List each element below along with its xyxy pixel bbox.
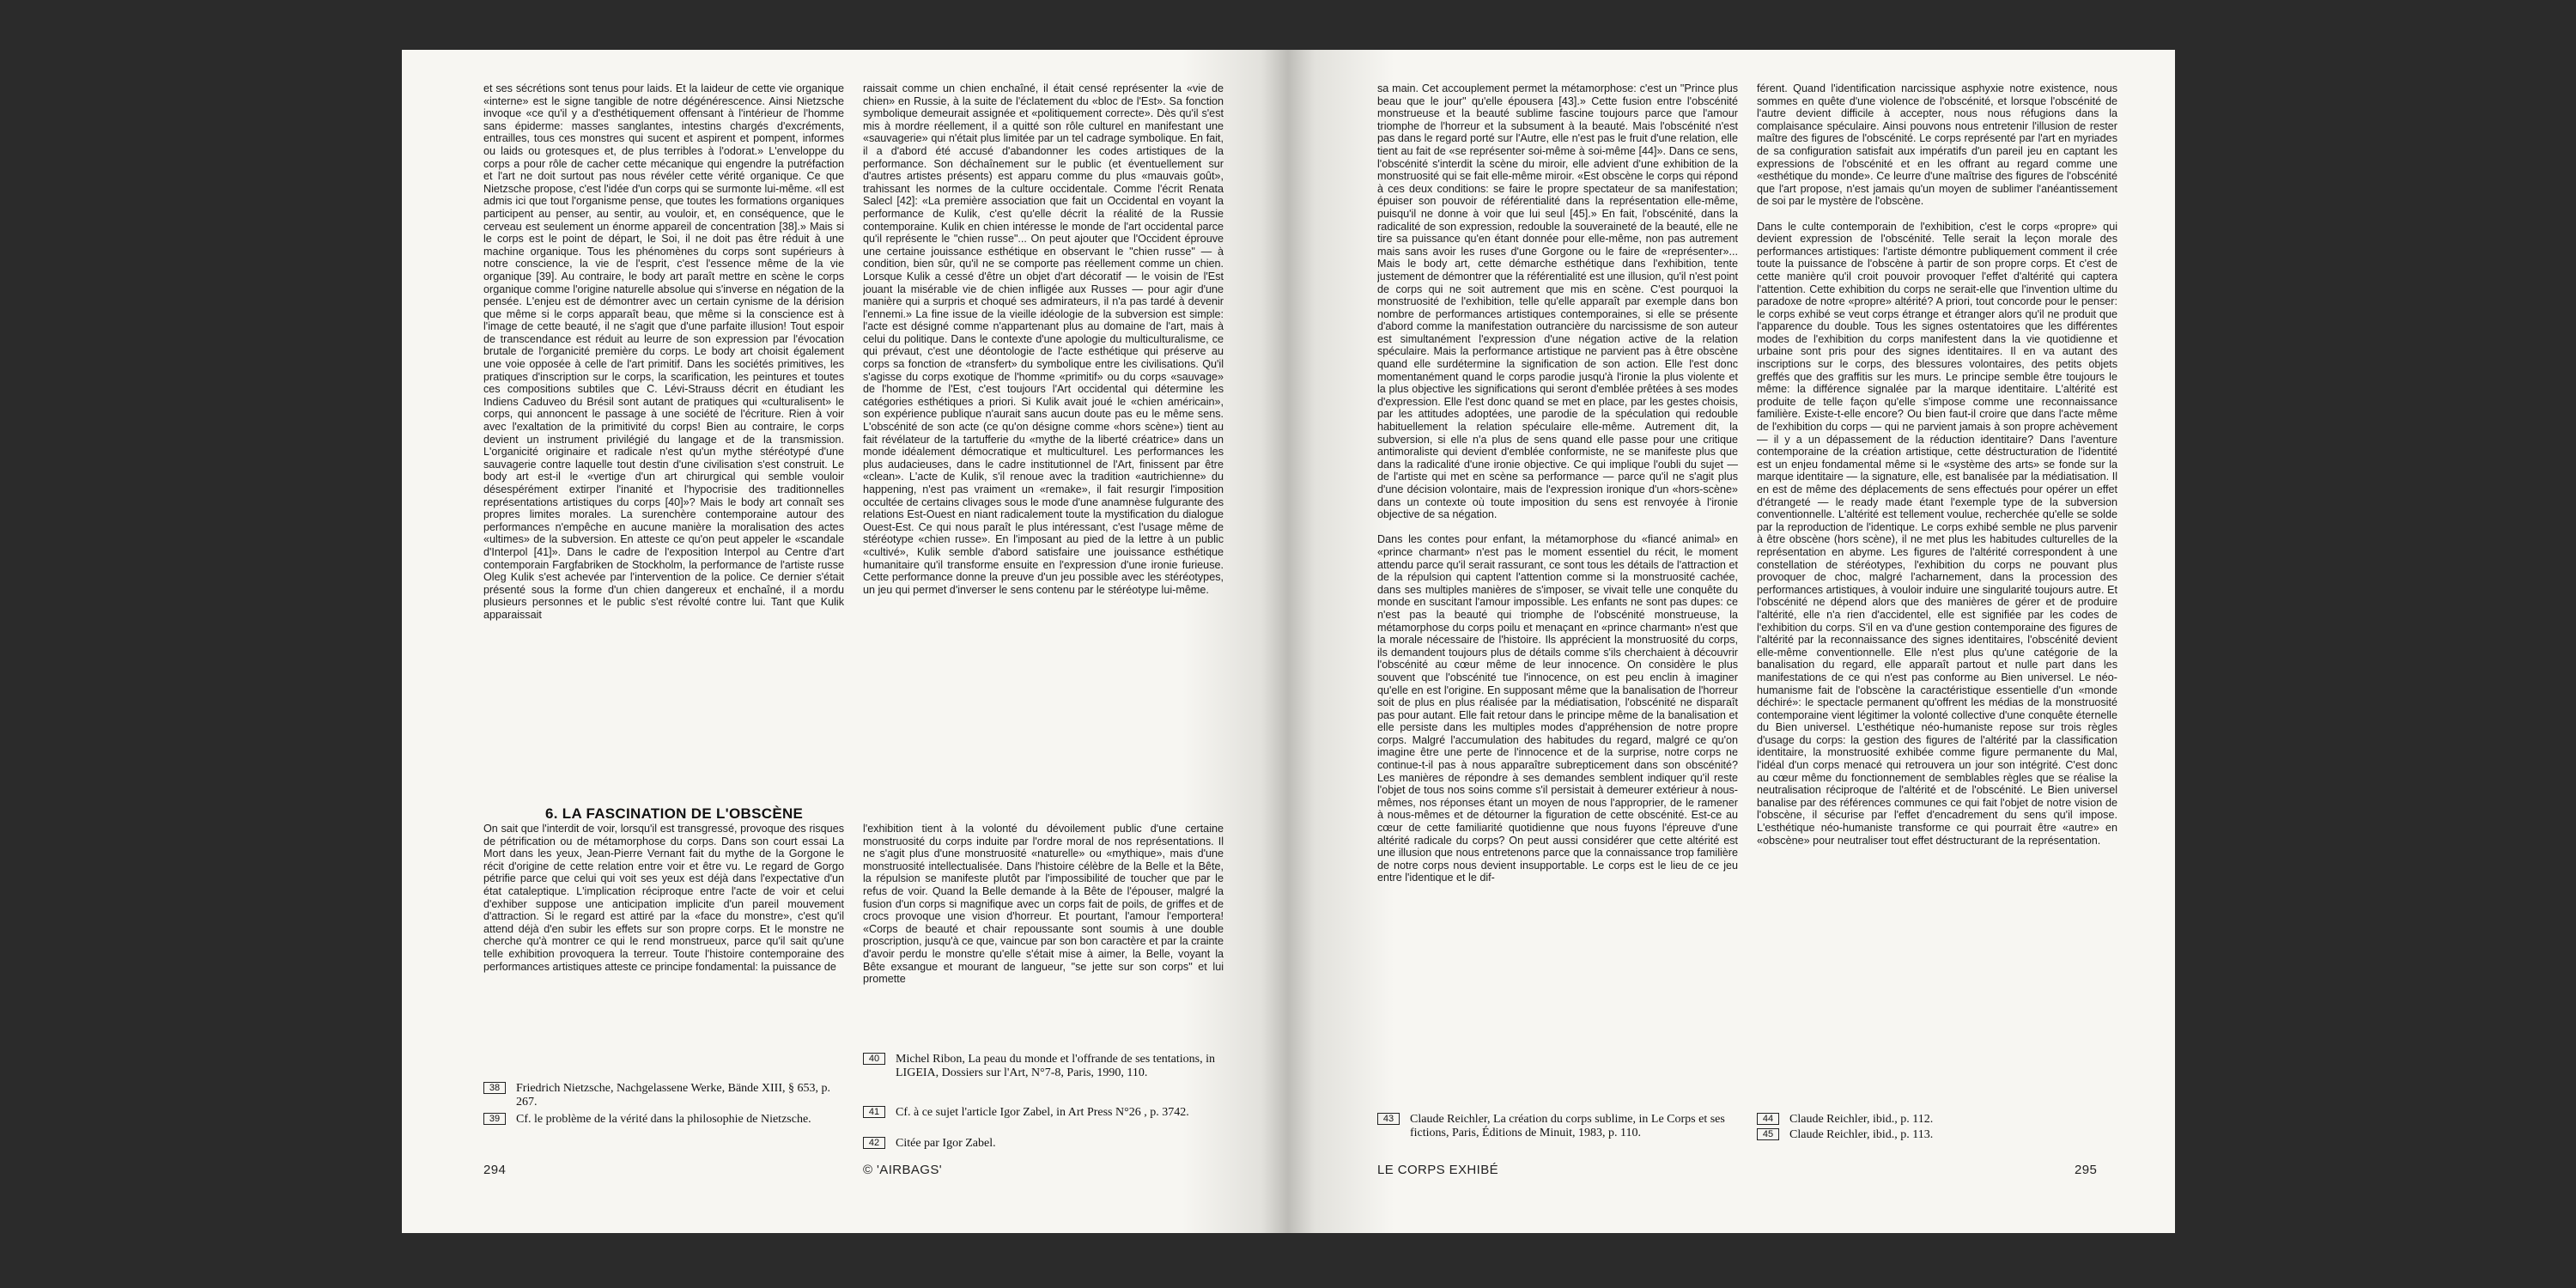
footnote-38 <box>483 1082 851 1109</box>
right-page-column-1: sa main. Cet accouplement permet la métamorphose: c'est un "Prince plus beau que le jour" qu'elle épousera [43].» Cette fusion entre l'obscénité monstrueuse et la beauté sublime fascine toujours parce que l'amour triomphe de l'horreur et la subsument à la beauté. Mais l'obscénité n'est pas dans le regard porté sur l'Autre, elle n'est pas le fruit d'une relation, elle tient au fait de «se représenter soi-même à soi-même [44]». Dans ce sens, l'obscénité s'interdit la scène du miroir, elle advient d'une exhibition de la monstruosité qui se fait elle-même miroir. «Est obscène le corps qui répond à ces deux conditions: se faire le propre spectateur de sa manifestation; épuiser son pouvoir de référentialité dans la représentation elle-même, puisqu'il ne donne à voir que lui seul [45].» En fait, l'obscénité, dans la radicalité de son expression, redouble la souveraineté de la beauté, elle ne tire sa puissance qu'en étant donnée pour elle-même, non pas autrement mais sans avoir les ruses d'une Gorgone ou le faire de «représenter»... Mais le body art, cette démarche esthétique dans l'exhibition, tente justement de démontrer que la référentialité est une illusion, qu'il n'est point de corps qui ne soit autrement que mis en scène. C'est pourquoi la monstruosité de l'exhibition, telle qu'elle apparaît par exemple dans bon nombre de performances artistiques contemporaines, si elle se présente d'abord comme la manifestation outrancière du narcissisme de son auteur est simultanément l'expression d'une négation active de la relation spéculaire. Mais la performance artistique ne parvient pas à être obscène quand elle surdétermine la signification de son action. Elle l'est donc momentanément quand le corps parodie jusqu'à l'ironie la plus violente et la plus objective les significations qui seront d'emblée prêtées à ses modes d'expression. Elle l'est donc quand se met en place, par les gestes choisis, par les attitudes adoptées, une parodie de la spéculation qui redouble habituellement la relation spéculaire elle-même. Autrement dit, la subversion, si elle n'a plus de sens quand elle passe pour une critique antimoraliste qui devient d'emblée conformiste, ne se manifeste plus que dans la radicalité d'une ironie objective. Ce qui implique l'oubli du sujet — de l'artiste qui met en scène sa performance — parce qu'il ne s'agit plus d'une décision volontaire, mais de l'expression ironique d'un «hors-scène» dans un contexte où toute imposition du sens est renvoyée à l'ironie objective de sa négation. Dans les contes pour enfant, la métamorphose du «fiancé animal» en «prince charmant» n'est pas le moment essentiel du récit, le moment attendu parce qu'il serait rassurant, ce sont tous les détails de l'attraction et de la répulsion qui captent l'attention comme si la monstruosité cachée, dans ses multiples manières de s'imposer, se vivait telle une conquête du monde en suscitant l'amour impossible. Les enfants ne sont pas dupes: ce n'est pas la beauté qui triomphe de l'obscénité monstrueuse, la métamorphose du corps poilu et menaçant en «prince charmant» n'est que la morale nécessaire de l'histoire. Ils apprécient la monstruosité du corps, ils demandent toujours plus de détails comme s'ils cherchaient à découvrir l'obscénité au cœur même de leur innocence. On considère le plus souvent que l'obscénité tue l'innocence, on est peu enclin à imaginer qu'elle en est l'origine. En supposant même que la banalisation de l'horreur soit de plus en plus réalisée par la médiatisation, l'obscénité ne disparaît pas pour autant. Elle fait retour dans le principe même de la banalisation et elle persiste dans les multiples modes d'appréhension de notre propre corps. Malgré l'accumulation des habitudes du regard, malgré ce qu'on imagine être une perte de l'innocence et de la surprise, notre corps ne continue-t-il pas à nous apparaître subrepticement dans son obscénité? Les manières de répondre à ses demandes semblent indiquer qu'il reste l'objet de tous nos soins comme s'il persistait à demeurer extérieur à nous-mêmes, nos réponses étant un moyen de nous l'approprier, de le ramener à nous-mêmes et de détourner la figuration de cette obscénité. Est-ce au cœur de cette familiarité quotidienne que nous fuyons l'épreuve d'une altérité radicale du corps? On peut aussi considérer que cette altérité est une illusion que nous entretenons parce que la connaissance trop familière de notre corps nous devient insupportable. Le corps est le lieu de ce jeu entre l'identique et le dif- <box>1377 82 1738 884</box>
running-footer-left: © 'AIRBAGS' <box>863 1163 943 1177</box>
footnote-40 <box>863 1053 1226 1080</box>
footnote-text: Claude Reichler, ibid., p. 112. <box>1789 1113 1934 1126</box>
footnote-text: Citée par Igor Zabel. <box>896 1137 996 1150</box>
footnote-41 <box>863 1106 1226 1120</box>
footnote-number: 40 <box>863 1053 885 1065</box>
footnote-text: Cf. à ce sujet l'article Igor Zabel, in Art Press N°26 , p. 3742. <box>896 1106 1189 1119</box>
page-number-right: 295 <box>2075 1163 2098 1177</box>
footnote-text: Michel Ribon, La peau du monde et l'offrande de ses tentations, in LIGEIA, Dossiers sur l'Art, N°7-8, Paris, 1990, 110. <box>896 1053 1216 1079</box>
left-page-column-1-bottom: On sait que l'interdit de voir, lorsqu'il est transgressé, provoque des risques de pétrification ou de métamorphose du corps. Dans son court essai La Mort dans les yeux, Jean-Pierre Vernant fait du mythe de la Gorgone le récit d'origine de cette relation entre voir et être vu. Le regard de Gorgo pétrifie parce que celui qui voit ses yeux est déjà dans l'expectative d'un état cataleptique. L'implication réciproque entre l'acte de voir et celui d'exhiber suppose une anticipation implicite d'un pareil mouvement d'attraction. Si le regard est attiré par la «face du monstre», c'est qu'il attend déjà d'en subir les effets sur son propre corps. Et le monstre ne cherche qu'à montrer ce qui le rend monstrueux, parce qu'il sait qu'une telle exhibition provoquera la terreur. Toute l'histoire contemporaine des performances artistiques atteste ce principe fondamental: la puissance de <box>483 823 844 973</box>
page-number-left: 294 <box>483 1163 507 1177</box>
footnote-number: 38 <box>483 1082 506 1094</box>
footnote-number: 44 <box>1757 1113 1779 1125</box>
footnote-44 <box>1757 1113 2116 1127</box>
footnote-text: Claude Reichler, La création du corps sublime, in Le Corps et ses fictions, Paris, Éditions de Minuit, 1983, p. 110. <box>1410 1113 1725 1139</box>
footnote-45 <box>1757 1128 2116 1142</box>
running-footer-right: LE CORPS EXHIBÉ <box>1377 1163 1499 1177</box>
left-page <box>402 50 1288 1233</box>
footnote-text: Friedrich Nietzsche, Nachgelassene Werke, Bände XIII, § 653, p. 267. <box>516 1082 830 1109</box>
footnote-number: 42 <box>863 1137 885 1149</box>
footnote-number: 45 <box>1757 1128 1779 1140</box>
footnote-39 <box>483 1113 851 1127</box>
right-page <box>1288 50 2175 1233</box>
footnote-43 <box>1377 1113 1736 1140</box>
footnote-text: Cf. le problème de la vérité dans la philosophie de Nietzsche. <box>516 1113 811 1126</box>
left-page-column-2-top: raissait comme un chien enchaîné, il était censé représenter la «vie de chien» en Russie, à la suite de l'éclatement du «bloc de l'Est». Sa fonction symbolique demeurait assignée et «politiquement correcte». Dès qu'il s'est mis à mordre réellement, il a quitté son rôle culturel en manifestant une «sauvagerie» qui n'était plus limitée par un tel cadrage symbolique. En fait, il a d'abord été accusé d'abandonner les codes artistiques de la performance. Son déchaînement sur le public (et éventuellement sur d'autres artistes présents) est apparu comme du plus «mauvais goût», trahissant les normes de la culture occidentale. Comme l'écrit Renata Salecl [42]: «La première association que fait un Occidental en voyant la performance de Kulik, c'est qu'elle décrit la réalité de la Russie contemporaine. Kulik en chien intéresse le monde de l'art occidental parce qu'il représente le "chien russe"... On peut ajouter que l'Occident éprouve une certaine jouissance esthétique en observant le "chien russe" — à condition, bien sûr, qu'il ne se comporte pas réellement comme un chien. Lorsque Kulik a cessé d'être un objet d'art décoratif — le voisin de l'Est jouant la misérable vie de chien infligée aux Russes — pour agir d'une manière qui a surpris et choqué ses admirateurs, il n'a pas tardé à devenir l'ennemi.» La fine issue de la vieille idéologie de la subversion est simple: l'acte est désigné comme n'appartenant plus au domaine de l'art, mais à celui du politique. Dans le contexte d'une apologie du multiculturalisme, ce qui prévaut, c'est une déontologie de l'acte esthétique qui préserve au corps sa fonction de «transfert» du symbolique entre les civilisations. Qu'il s'agisse du corps exotique de l'homme «primitif» ou du corps «sauvage» de l'homme de l'Est, c'est toujours l'Art occidental qui détermine les catégories esthétiques a priori. Si Kulik avait joué le «chien américain», son expérience publique n'aurait sans aucun doute pas eu le même sens. L'obscénité de son acte (ce qu'on désigne comme «hors scène») tient au fait révélateur de la tartufferie du «mythe de la liberté créatrice» dans un monde idéalement démocratique et multiculturel. Les performances les plus audacieuses, dans le cadre institutionnel de l'Art, finissent par être «clean». L'acte de Kulik, s'il renoue avec la tradition «autrichienne» du happening, n'est pas vraiment un «remake», il fait resurgir l'imposition occultée de certains clivages sous le mode d'une anamnèse fulgurante des relations Est-Ouest en niant radicalement toute la mystification du dialogue Ouest-Est. Ce qui nous paraît le plus intéressant, c'est l'usage même de stéréotype «chien russe». En l'imposant au pied de la lettre à un public «cultivé», Kulik semble d'abord satisfaire une jouissance esthétique humanitaire qu'il transforme ensuite en l'expression d'une ironie furieuse. Cette performance donne la preuve d'un jeu possible avec les stéréotypes, un jeu qui permet d'inverser le sens contenu par le stéréotype lui-même. <box>863 82 1224 596</box>
left-page-column-1-top: et ses sécrétions sont tenus pour laids. Et la laideur de cette vie organique «interne» est le signe tangible de notre dégénérescence. Ainsi Nietzsche invoque «ce qu'il y a d'esthétiquement offensant à l'intérieur de l'homme sans épiderme: masses sanglantes, intestins chargés d'excréments, entrailles, tous ces monstres qui sucent et aspirent et pompent, informes ou laids ou grotesques et, de plus terribles à l'odorat.» L'enveloppe du corps a pour rôle de cacher cette mécanique qui engendre la putréfaction et l'art ne doit surtout pas nous révéler cette vérité organique. Ce que Nietzsche propose, c'est l'idée d'un corps qui se surmonte lui-même. «Il est admis ici que tout l'organisme pense, que toutes les formations organiques participent au penser, au sentir, au vouloir, et, en conséquence, que le cerveau est seulement un énorme appareil de concentration [38].» Mais si le corps est le point de départ, le Soi, il ne doit pas être réduit à une machine organique. Tous les phénomènes du corps sont supérieurs à notre conscience, la vie de l'esprit, c'est l'essence même de la vie organique [39]. Au contraire, le body art paraît mettre en scène le corps organique comme l'origine naturelle absolue qui s'inverse en négation de la pensée. L'enjeu est de démontrer avec un certain cynisme de la dérision que même si le corps apparaît beau, que même si la conscience est à l'image de cette beauté, il ne s'agit que d'une parfaite illusion! Tout espoir de transcendance est réduit au leurre de son expression par l'évocation brutale de l'organicité première du corps. Le body art choisit également une voie opposée à celle de l'art primitif. Dans les sociétés primitives, les pratiques d'inscription sur le corps, la scarification, les peintures et toutes ces compositions subtiles que C. Lévi-Strauss décrit en étudiant les Indiens Caduveo du Brésil sont autant de pratiques qui «culturalisent» le corps, qui annoncent le passage à une société de l'écriture. Rien à voir avec l'exaltation de la primitivité du corps! Bien au contraire, le corps devient un instrument privilégié du langage et de la transmission. L'organicité originaire et radicale n'est qu'un mythe stéréotypé d'une sauvagerie contre laquelle tout destin d'une civilisation s'est construit. Le body art est-il le «vertige d'un art chirurgical qui semble vouloir désespérément extirper l'inanité et l'hypocrisie des traditionnelles représentations artistiques du corps [40]»? Mais le body art connaît ses propres limites morales. La surenchère contemporaine autour des performances n'empêche en aucune manière la moralisation des actes «ultimes» de la subversion. En atteste ce qu'on peut appeler le «scandale d'Interpol [41]». Dans le cadre de l'exposition Interpol au Centre d'art contemporain Fargfabriken de Stockholm, la performance de l'artiste russe Oleg Kulik s'est achevée par l'intervention de la police. Ce dernier s'était présenté sous la forme d'un chien dangereux et enchaîné, il a mordu plusieurs personnes et le public s'est révolté contre lui. Tant que Kulik apparaissait <box>483 82 844 621</box>
footnote-42 <box>863 1137 1226 1151</box>
section-heading: 6. LA FASCINATION DE L'OBSCÈNE <box>545 805 804 822</box>
footnote-number: 41 <box>863 1106 885 1118</box>
book-spread <box>402 50 2175 1233</box>
right-page-column-2: férent. Quand l'identification narcissique asphyxie notre existence, nous sommes en quête d'une violence de l'obscénité, et lorsque l'obscénité de l'autre devient difficile à accepter, nous nous réfugions dans la complaisance spéculaire. Ainsi pouvons nous entretenir l'illusion de rester maître des figures de l'obscénité. Le corps représenté par l'art en myriades de sa configuration satisfait aux impératifs d'un pareil jeu en captant les expressions de l'obscénité et en les offrant au regard comme une «esthétique du monde». Ce leurre d'une maîtrise des figures de l'obscénité que l'art propose, n'est jamais qu'un moyen de sublimer l'anéantissement de soi par le mystère de l'obscène. Dans le culte contemporain de l'exhibition, c'est le corps «propre» qui devient expression de l'obscénité. Telle serait la leçon morale des performances artistiques: l'artiste démontre publiquement comment il crée toute la puissance de l'obscène à partir de son propre corps. Et c'est de cette manière qu'il croit pouvoir provoquer l'effet d'altérité qui captera l'attention. Cette exhibition du corps ne serait-elle que l'invention ultime du paradoxe de notre «propre» altérité? A priori, tout concorde pour le penser: le corps exhibé se veut corps étrange et étranger alors qu'il ne produit que l'apparence du double. Tous les signes ostentatoires que les différentes modes de l'exhibition du corps manifestent dans la vie quotidienne et urbaine sont pris pour des signes identitaires. Il en va autant des inscriptions sur le corps, des blessures volontaires, des petits objets greffés que des graffitis sur les murs. Le principe semble être toujours le même: la différence signalée par la marque identitaire. L'altérité est produite de telle façon qu'elle s'impose comme une reconnaissance familière. Existe-t-elle encore? Ou bien faut-il croire que dans l'acte même de l'exhibition du corps — qui ne parvient jamais à son propre achèvement — il y a un dépassement de la réduction identitaire? Dans l'aventure contemporaine de la création artistique, cette déstructuration de l'identité est un enjeu fondamental même si le «système des arts» se fonde sur la marque identitaire — la signature, elle, est banalisée par la médiatisation. Il en est de même des déplacements de sens effectués pour opérer un effet d'étrangeté — le ready made étant l'exemple type de la subversion conventionnelle. L'altérité est tellement voulue, recherchée qu'elle se solde par la reproduction de l'identique. Le corps exhibé semble ne plus parvenir à être obscène (hors scène), il ne met plus les habitudes culturelles de la représentation en abyme. Les figures de l'altérité correspondent à une constellation de stéréotypes, l'exhibition du corps ne pouvant plus provoquer de choc, malgré l'acharnement, dans la procession des performances artistiques, à vouloir induire une singularité toujours autre. Et l'obscénité ne dépend alors que des manières de gérer et de produire l'altérité, elle n'a rien d'accidentel, elle est signifiée par les codes de l'exhibition du corps. S'il en va d'une gestion contemporaine des figures de l'altérité par la reconnaissance des signes identitaires, l'obscénité devient elle-même conventionnelle. Elle n'est plus qu'une catégorie de la banalisation du regard, elle apparaît partout et nulle part dans les manifestations de ce qui n'est pas conforme au Bien universel. Le néo-humanisme fait de l'obscène la caractéristique essentielle d'un «monde déchiré»: le spectacle permanent qu'offrent les médias de la monstruosité contemporaine vient légitimer la volonté collective d'une conquête éternelle du Bien universel. L'esthétique néo-humaniste repose sur trois règles d'usage du corps: la gestion des figures de l'altérité par la classification identitaire, la monstruosité exhibée comme figure permanente du Mal, l'idéal d'un corps menacé qui retrouvera un jour son intégrité. C'est donc au cœur même du fonctionnement de semblables règles que se réalise la neutralisation réciproque de l'altérité et de l'obscénité. Le Bien universel banalise par des références communes ce qui fait l'objet de notre vision de l'obscène, il sécurise par l'effet d'encadrement du sens qu'il impose. L'esthétique néo-humaniste transforme ce qui pourrait être «autre» en «obscène» pour neutraliser tout effet déstructurant de la représentation. <box>1757 82 2117 847</box>
footnote-number: 43 <box>1377 1113 1400 1125</box>
footnote-number: 39 <box>483 1113 506 1125</box>
left-page-column-2-bottom: l'exhibition tient à la volonté du dévoilement public d'une certaine monstruosité du corps induite par l'ordre moral de nos représentations. Il ne s'agit plus d'une monstruosité «naturelle» ou «mythique», mais d'une monstruosité intellectualisée. Dans l'histoire célèbre de la Belle et la Bête, la répulsion se manifeste plutôt par l'impossibilité de toucher que par le refus de voir. Quand la Belle demande à la Bête de l'épouser, malgré la fusion d'un corps si magnifique avec un corps fait de poils, de griffes et de crocs provoque une vision d'horreur. Et pourtant, l'amour l'emportera! «Corps de beauté et chair repoussante sont soumis à une double proscription, jusqu'à ce que, vaincue par son bon caractère et par la crainte d'avoir perdu le monstre qu'elle s'était mise à aimer, la Belle, voyant la Bête exsangue et mourant de langueur, "se jette sur son corps" et lui promette <box>863 823 1224 986</box>
footnote-text: Claude Reichler, ibid., p. 113. <box>1789 1128 1934 1141</box>
